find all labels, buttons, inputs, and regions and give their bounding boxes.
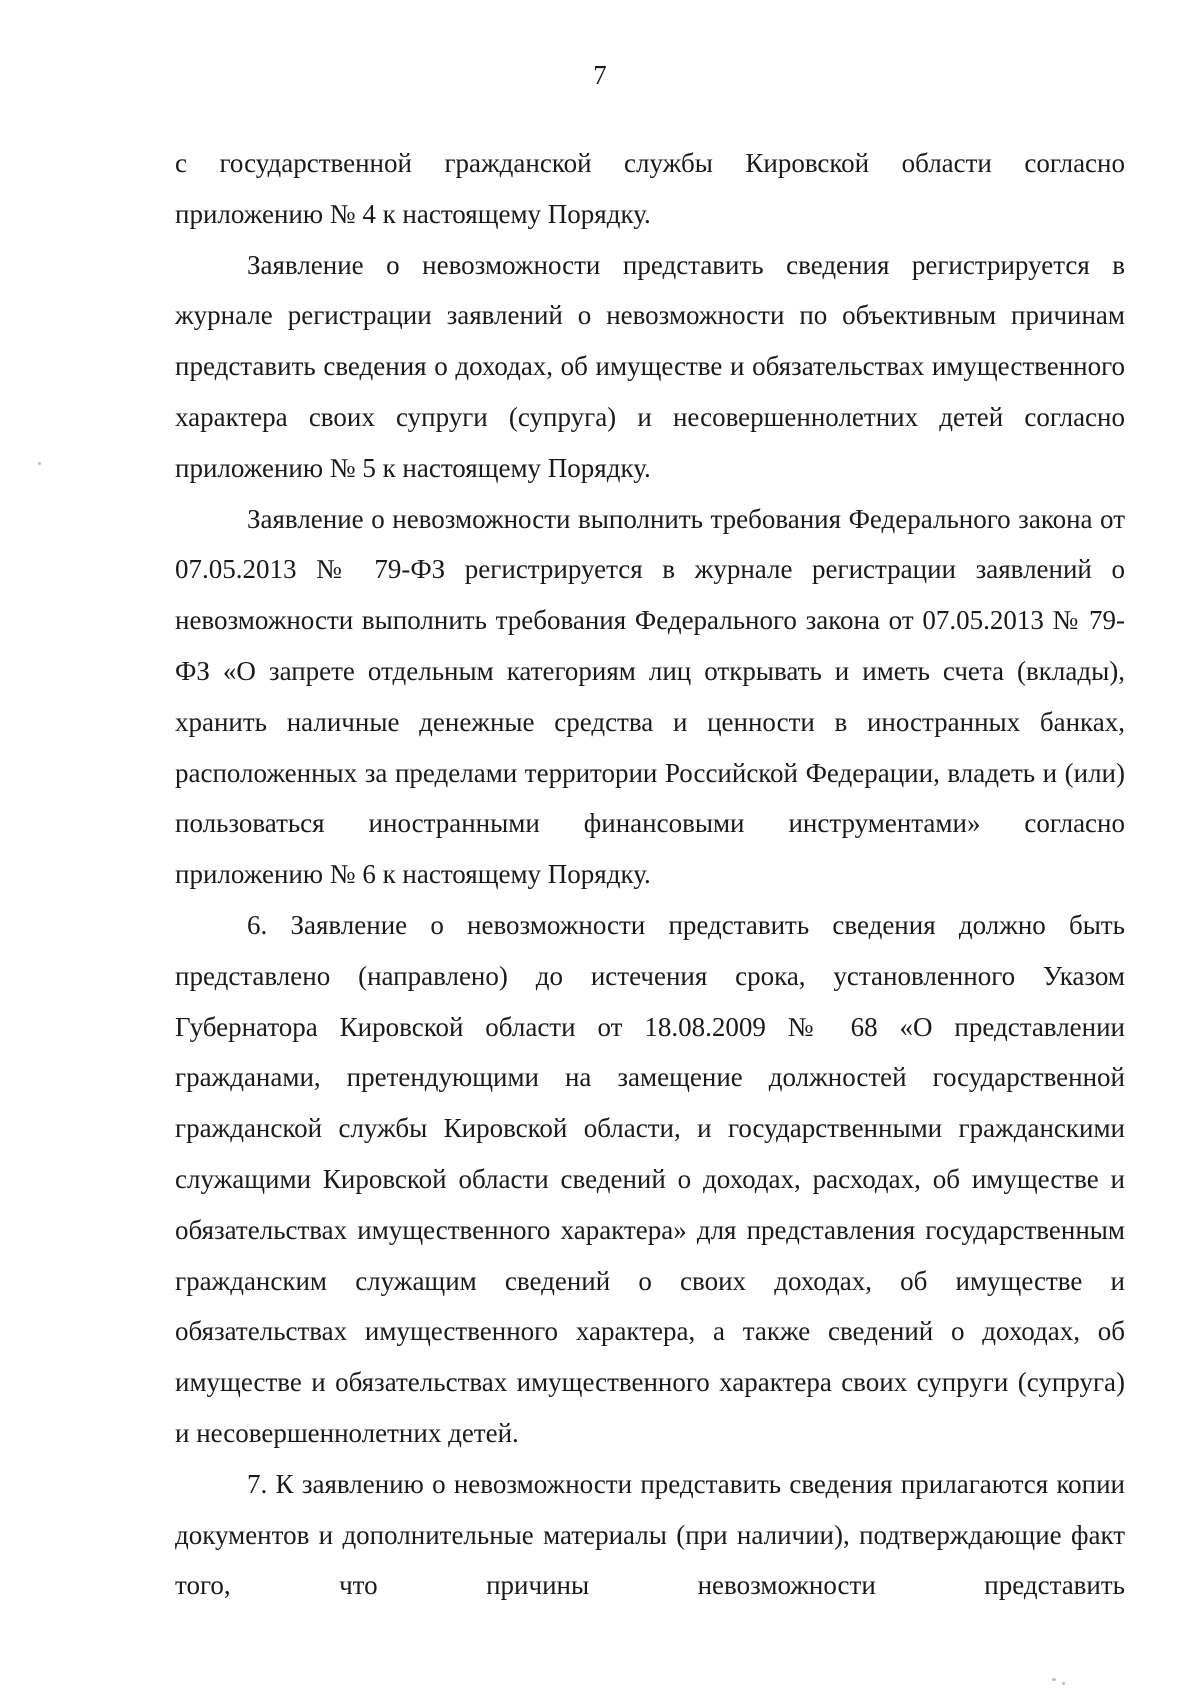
paragraph-continuation: с государственной гражданской службы Кировской области согласно приложению № 4 к настоящему Порядку.	[175, 148, 1125, 229]
scan-speck	[1052, 1678, 1056, 1681]
page-number: 7	[593, 60, 607, 90]
paragraph-item-6: 6. Заявление о невозможности представить сведения должно быть представлено (направлено) до истечения срока, установленного Указом Губернатора Кировской области от 18.08.2009 № 68 «О представлении гражданами, претендующими на замещение должностей государственной гражданской службы Кировской области, и государственными гражданскими служащими Кировской области сведений о доходах, расходах, об имуществе и обязательствах имущественного характера» для представления государственным гражданским служащим сведений о своих доходах, об имуществе и обязательствах имущественного характера, а также сведений о доходах, об имуществе и обязательствах имущественного характера своих супруги (супруга) и несовершеннолетних детей.	[175, 909, 1125, 1448]
scan-speck	[38, 462, 41, 465]
document-body	[175, 138, 1125, 1611]
paragraph-item-7: 7. К заявлению о невозможности представить сведения прилагаются копии документов и дополнительные материалы (при наличии), подтверждающие факт того, что причины невозможности представить	[175, 1468, 1125, 1601]
paragraph-registration-appendix-6: Заявление о невозможности выполнить требования Федерального закона от 07.05.2013 № 79-ФЗ регистрируется в журнале регистрации заявлений о невозможности выполнить требования Федерального закона от 07.05.2013 № 79-ФЗ «О запрете отдельным категориям лиц открывать и иметь счета (вклады), хранить наличные денежные средства и ценности в иностранных банках, расположенных за пределами территории Российской Федерации, владеть и (или) пользоваться иностранными финансовыми инструментами» согласно приложению № 6 к настоящему Порядку.	[175, 503, 1125, 890]
scan-speck	[1062, 1682, 1065, 1685]
paragraph-registration-appendix-5: Заявление о невозможности представить сведения регистрируется в журнале регистрации заявлений о невозможности по объективным причинам представить сведения о доходах, об имуществе и обязательствах имущественного характера своих супруги (супруга) и несовершеннолетних детей согласно приложению № 5 к настоящему Порядку.	[175, 249, 1125, 483]
